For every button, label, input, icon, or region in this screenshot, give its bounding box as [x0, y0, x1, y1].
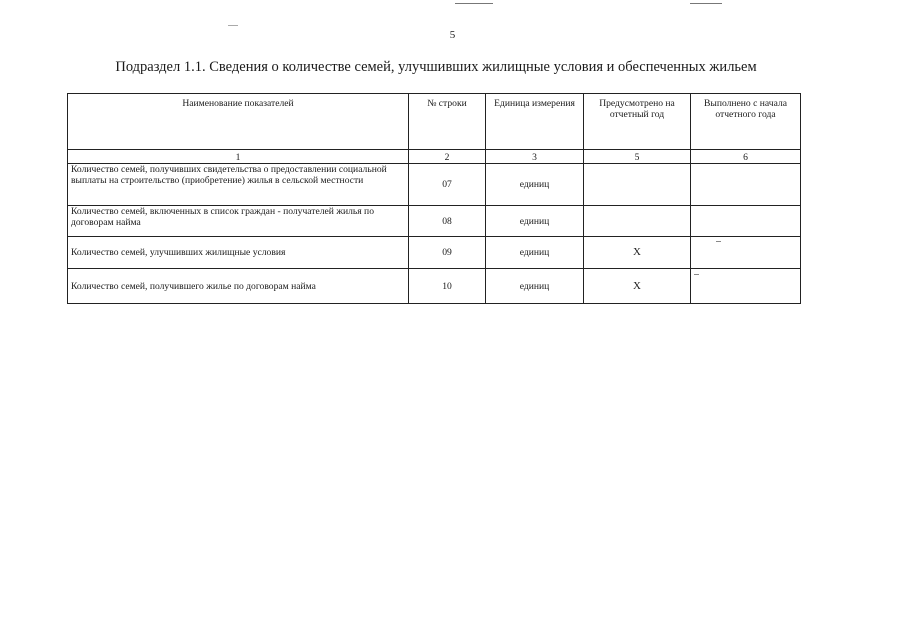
indicator-name: Количество семей, получивших свидетельства о предоставлении социальной выплаты на строительство (приобретение) жилья в сельской местности: [68, 164, 409, 206]
line-number: 09: [409, 237, 486, 269]
column-number: 6: [691, 150, 801, 164]
header-indicator-name: Наименование показателей: [68, 94, 409, 150]
indicator-name: Количество семей, получившего жилье по договорам найма: [68, 269, 409, 304]
planned-cell: X: [584, 269, 691, 304]
report-table: [67, 93, 801, 304]
line-number: 07: [409, 164, 486, 206]
scan-artifact: [455, 3, 493, 4]
table-row: [68, 164, 801, 206]
scan-artifact: [694, 274, 699, 275]
page-title: Подраздел 1.1. Сведения о количестве семей, улучшивших жилищные условия и обеспеченных жильем: [115, 59, 757, 75]
unit-cell: единиц: [486, 164, 584, 206]
header-unit: Единица измерения: [486, 94, 584, 150]
header-line-number: № строки: [409, 94, 486, 150]
unit-cell: единиц: [486, 237, 584, 269]
unit-cell: единиц: [486, 206, 584, 237]
table-row: [68, 206, 801, 237]
scan-artifact: [690, 3, 722, 4]
scan-artifact: [716, 241, 721, 242]
planned-cell: [584, 164, 691, 206]
header-row: [68, 94, 801, 150]
header-planned: Предусмотрено на отчетный год: [584, 94, 691, 150]
done-cell: [691, 237, 801, 269]
done-cell: [691, 269, 801, 304]
page-number: 5: [449, 29, 456, 41]
line-number: 10: [409, 269, 486, 304]
column-number: 3: [486, 150, 584, 164]
planned-cell: X: [584, 237, 691, 269]
done-cell: [691, 164, 801, 206]
planned-cell: [584, 206, 691, 237]
column-number: 2: [409, 150, 486, 164]
unit-cell: единиц: [486, 269, 584, 304]
table-row: [68, 269, 801, 304]
table-row: [68, 237, 801, 269]
done-cell: [691, 206, 801, 237]
column-numbers-row: [68, 150, 801, 164]
scan-artifact: [228, 25, 238, 26]
line-number: 08: [409, 206, 486, 237]
column-number: 5: [584, 150, 691, 164]
indicator-name: Количество семей, включенных в список граждан - получателей жилья по договорам найма: [68, 206, 409, 237]
indicator-name: Количество семей, улучшивших жилищные условия: [68, 237, 409, 269]
column-number: 1: [68, 150, 409, 164]
header-done: Выполнено с начала отчетного года: [691, 94, 801, 150]
